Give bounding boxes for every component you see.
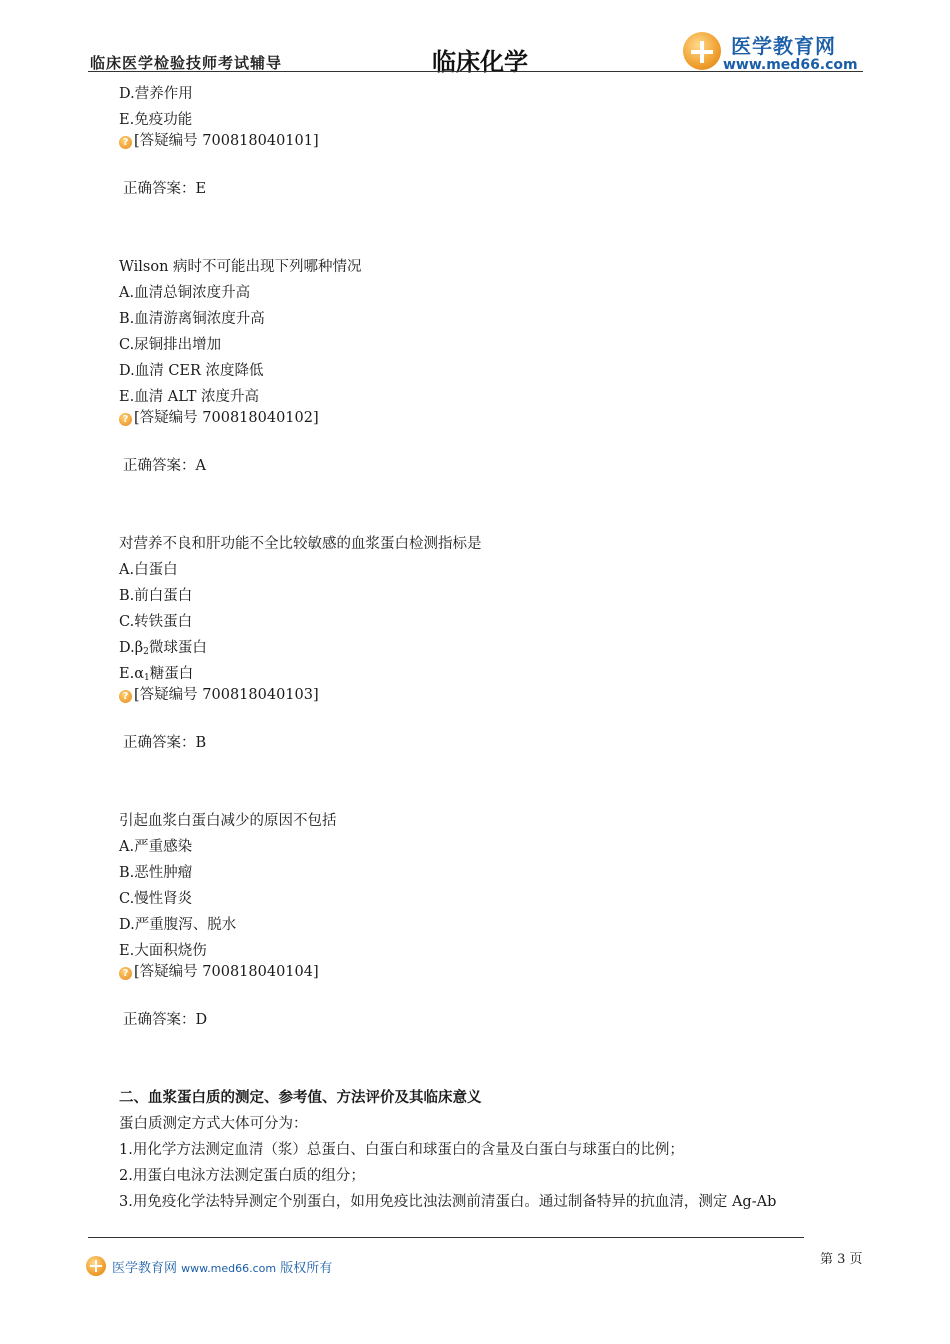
q0-option-d: D.营养作用 — [119, 86, 193, 102]
q3-option-c: C.慢性肾炎 — [119, 891, 193, 907]
site-logo[interactable] — [683, 30, 863, 74]
q3-answer: 正确答案：D — [123, 1012, 208, 1028]
page-title: 临床化学 — [432, 48, 528, 76]
logo-name: 医学教育网 — [731, 34, 836, 58]
header-divider — [88, 71, 863, 72]
footer-brand-line[interactable] — [112, 1257, 332, 1276]
q2-ref[interactable] — [119, 686, 319, 704]
q1-option-d: D.血清 CER 浓度降低 — [119, 363, 264, 379]
q2-option-e-subscript: 1 — [144, 673, 150, 683]
q2-option-a: A.白蛋白 — [119, 562, 178, 578]
q0-ref-text: [答疑编号 700818040101] — [134, 133, 319, 149]
q1-ref[interactable] — [119, 409, 319, 427]
section-item-3: 3.用免疫化学法特异测定个别蛋白，如用免疫比浊法测前清蛋白。通过制备特异的抗血清，测定 Ag-Ab — [119, 1194, 777, 1210]
page-number: 第 3 页 — [820, 1252, 863, 1267]
q0-ref[interactable] — [119, 132, 319, 150]
section-item-1: 1.用化学方法测定血清（浆）总蛋白、白蛋白和球蛋白的含量及白蛋白与球蛋白的比例； — [119, 1142, 684, 1158]
footer-url: www.med66.com — [181, 1262, 277, 1275]
header-left-text: 临床医学检验技师考试辅导 — [90, 54, 283, 72]
q2-option-d-prefix: D.β — [119, 640, 144, 656]
q0-answer: 正确答案：E — [123, 181, 207, 197]
q1-stem: Wilson 病时不可能出现下列哪种情况 — [119, 259, 362, 275]
q2-option-e-prefix: E.α — [119, 666, 144, 682]
q2-option-d-subscript: 2 — [143, 647, 149, 657]
q1-option-b: B.血清游离铜浓度升高 — [119, 311, 265, 327]
q1-option-c: C.尿铜排出增加 — [119, 337, 222, 353]
q2-option-d — [119, 639, 207, 661]
q2-option-b: B.前白蛋白 — [119, 588, 193, 604]
cross-circle-logo-icon — [86, 1256, 106, 1276]
q3-option-b: B.恶性肿瘤 — [119, 865, 193, 881]
q1-ref-text: [答疑编号 700818040102] — [134, 410, 319, 426]
q3-option-e: E.大面积烧伤 — [119, 943, 207, 959]
question-icon: ? — [119, 967, 132, 980]
q2-option-d-suffix: 微球蛋白 — [148, 640, 207, 656]
q0-option-e: E.免疫功能 — [119, 112, 193, 128]
cross-circle-logo-icon — [683, 32, 721, 70]
question-icon: ? — [119, 136, 132, 149]
q2-option-e-suffix: 糖蛋白 — [149, 666, 194, 682]
q3-ref-text: [答疑编号 700818040104] — [134, 964, 319, 980]
q2-stem: 对营养不良和肝功能不全比较敏感的血浆蛋白检测指标是 — [119, 536, 482, 552]
q3-ref[interactable] — [119, 963, 319, 981]
q1-option-e: E.血清 ALT 浓度升高 — [119, 389, 260, 405]
footer-divider — [88, 1237, 804, 1238]
section-item-2: 2.用蛋白电泳方法测定蛋白质的组分； — [119, 1168, 365, 1184]
question-icon: ? — [119, 413, 132, 426]
q3-option-d: D.严重腹泻、脱水 — [119, 917, 237, 933]
section-intro: 蛋白质测定方式大体可分为： — [119, 1116, 308, 1132]
q1-option-a: A.血清总铜浓度升高 — [119, 285, 251, 301]
q2-answer: 正确答案：B — [123, 735, 207, 751]
q2-option-c: C.转铁蛋白 — [119, 614, 193, 630]
logo-url: www.med66.com — [723, 57, 858, 73]
footer-rights: 版权所有 — [280, 1261, 333, 1276]
footer-brand: 医学教育网 — [112, 1261, 178, 1276]
section-heading: 二、血浆蛋白质的测定、参考值、方法评价及其临床意义 — [119, 1089, 482, 1106]
q2-option-e — [119, 665, 193, 687]
q3-option-a: A.严重感染 — [119, 839, 193, 855]
q1-answer: 正确答案：A — [123, 458, 206, 474]
q2-ref-text: [答疑编号 700818040103] — [134, 687, 319, 703]
question-icon: ? — [119, 690, 132, 703]
q3-stem: 引起血浆白蛋白减少的原因不包括 — [119, 813, 337, 829]
